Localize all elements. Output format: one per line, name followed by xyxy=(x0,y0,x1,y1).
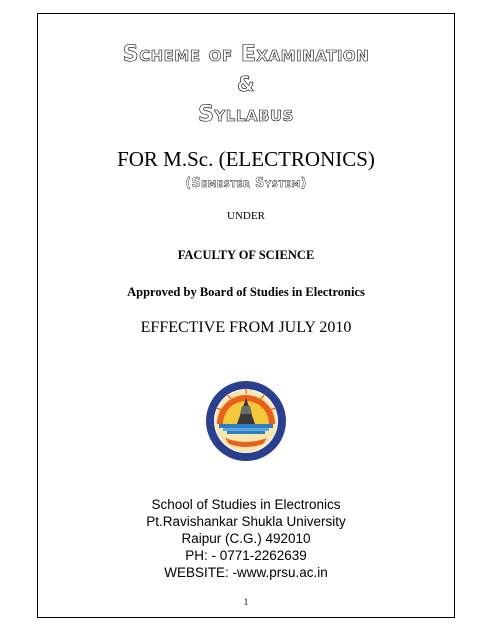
address-line-5: WEBSITE: -www.prsu.ac.in xyxy=(164,565,328,580)
address-line-3: Raipur (C.G.) 492010 xyxy=(181,531,311,546)
address-block xyxy=(37,496,455,581)
heading-line-1: Scheme of Examination xyxy=(122,42,370,67)
faculty-label: FACULTY OF SCIENCE xyxy=(177,248,315,262)
effective-date: EFFECTIVE FROM JULY 2010 xyxy=(140,319,352,336)
address-line-2: Pt.Ravishankar Shukla University xyxy=(146,514,346,529)
heading-ampersand: & xyxy=(237,72,255,96)
system-subtitle: (Semester System) xyxy=(185,176,307,191)
address-line-4: PH: - 0771-2262639 xyxy=(185,548,307,563)
university-seal-icon xyxy=(205,380,287,462)
approval-line: Approved by Board of Studies in Electronics xyxy=(127,285,365,299)
heading-line-3: Syllabus xyxy=(198,102,294,127)
page-number: 1 xyxy=(243,597,249,607)
under-label: UNDER xyxy=(227,210,265,222)
program-title: FOR M.Sc. (ELECTRONICS) xyxy=(117,147,375,171)
address-line-1: School of Studies in Electronics xyxy=(151,497,341,512)
